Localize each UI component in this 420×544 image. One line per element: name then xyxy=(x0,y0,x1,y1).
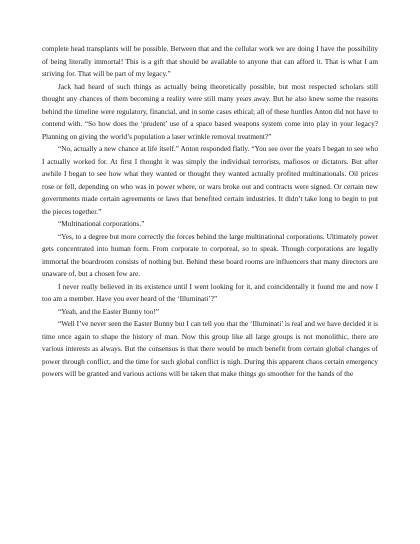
paragraph: I never really believed in its existence until I went looking for it, and coincidentally it found me and now I too am a member. Have you ever heard of the ‘Illuminati’?” xyxy=(42,281,378,303)
body-text xyxy=(42,43,378,381)
paragraph: “No, actually a new chance at life itself.” Anton responded flatly. “You see over the years I began to see who I actually worked for. At first I thought it was simply the individual terrorists, mafiosos or dictators. But after awhile I began to see how what they wanted or thought they wanted actually profited multinationals. Oil prices rose or fell, depending on who was in power where, or wars broke out and contracts were signed. Or certain new governments made certain agreements or laws that benefited certain industries. It didn’t take long to begin to put the pieces together.” xyxy=(42,144,378,216)
paragraph: “Well I’ve never seen the Easter Bunny but I can tell you that the ‘Illuminati’ is real and we have decided it is time once again to shape the history of man. Now this group like all large groups is not monolithic, there are various interests as always. But the consensus is that there would be much benefit from certain global changes of power through conflict, and the time for such global conflict is nigh. During this apparent chaos certain emergency powers will be granted and various actions will be taken that make things go smoother for the hands of the xyxy=(42,319,378,378)
paragraph: “Yeah, and the Easter Bunny too!” xyxy=(58,306,159,316)
paragraph: “Yes, to a degree but more correctly the forces behind the large multinational corporations. Ultimately power gets concentrated into human form. From corporate to corporeal, so to speak. Though corporations are legally immortal the boardroom consists of nothing but. Behind these board rooms are influencers that many directors are unaware of, but a chosen few are. xyxy=(42,231,378,278)
paragraph: complete head transplants will be possible. Between that and the cellular work we are doing I have the possibility of being literally immortal! This is a gift that should be available to anyone that can afford it. That is what I am striving for. That will be part of my legacy.” xyxy=(42,44,378,78)
paragraph: Jack had heard of such things as actually being theoretically possible, but most respected scholars still thought any chances of them becoming a reality were still many years away. But he also knew some the reasons behind the timeline were regulatory, financial, and in some cases ethical; all of these hurdles Anton did not have to contend with. “So how does the ‘prudent’ use of a space based weapons system come into play in your legacy? Planning on giving the world’s population a laser wrinkle removal treatment?” xyxy=(42,81,378,141)
paragraph: “Multinational corporations.” xyxy=(58,219,145,228)
